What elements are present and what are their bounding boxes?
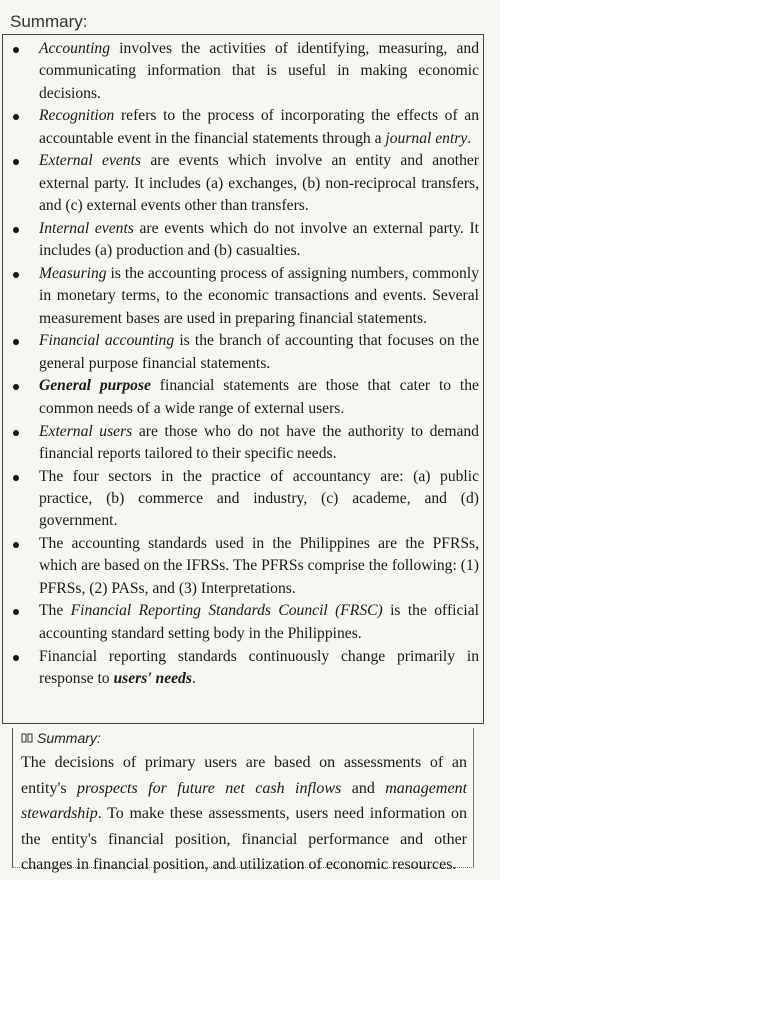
bullet-icon	[13, 227, 19, 233]
bullet-icon	[13, 475, 19, 481]
bullet-icon	[13, 609, 19, 615]
book-icon	[21, 733, 33, 743]
bullet-icon	[13, 159, 19, 165]
second-summary-box	[12, 728, 474, 873]
list-item: Accounting involves the activities of identifying, measuring, and communicating information that is useful in making economic decisions.	[11, 38, 479, 105]
bullet-icon	[13, 47, 19, 53]
second-summary-heading: Summary:	[21, 730, 473, 746]
bullet-icon	[13, 384, 19, 390]
bullet-icon	[13, 430, 19, 436]
summary-box	[2, 34, 484, 724]
list-item: External events are events which involve an entity and another external party. It includes (a) exchanges, (b) non-reciprocal transfers, and (c) external events other than transfers.	[11, 150, 479, 217]
list-item: External users are those who do not have the authority to demand financial reports tailored to their specific needs.	[11, 421, 479, 466]
summary-title: Summary:	[10, 12, 88, 31]
list-item: Financial reporting standards continuously change primarily in response to users' needs.	[11, 646, 479, 691]
list-item: General purpose financial statements are those that cater to the common needs of a wide range of external users.	[11, 375, 479, 420]
list-item: The Financial Reporting Standards Council (FRSC) is the official accounting standard setting body in the Philippines.	[11, 600, 479, 645]
bullet-icon	[13, 114, 19, 120]
list-item: Measuring is the accounting process of assigning numbers, commonly in monetary terms, to the economic transactions and events. Several measurement bases are used in preparing financial statements.	[11, 263, 479, 330]
bullet-icon	[13, 542, 19, 548]
list-item: Internal events are events which do not involve an external party. It includes (a) production and (b) casualties.	[11, 218, 479, 263]
summary-list	[11, 38, 479, 691]
list-item: The four sectors in the practice of accountancy are: (a) public practice, (b) commerce and industry, (c) academe, and (d) government.	[11, 466, 479, 533]
bullet-icon	[13, 272, 19, 278]
list-item: Financial accounting is the branch of accounting that focuses on the general purpose financial statements.	[11, 330, 479, 375]
list-item: Recognition refers to the process of incorporating the effects of an accountable event in the financial statements through a journal entry.	[11, 105, 479, 150]
bullet-icon	[13, 339, 19, 345]
list-item: The accounting standards used in the Philippines are the PFRSs, which are based on the IFRSs. The PFRSs comprise the following: (1) PFRSs, (2) PASs, and (3) Interpretations.	[11, 533, 479, 600]
second-summary-text: The decisions of primary users are based on assessments of an entity's prospects for future net cash inflows and management stewardship. To make these assessments, users need information on the entity's financial position, financial performance and other changes in financial position, and utilization of economic resources.	[21, 754, 468, 873]
bullet-icon	[13, 655, 19, 661]
